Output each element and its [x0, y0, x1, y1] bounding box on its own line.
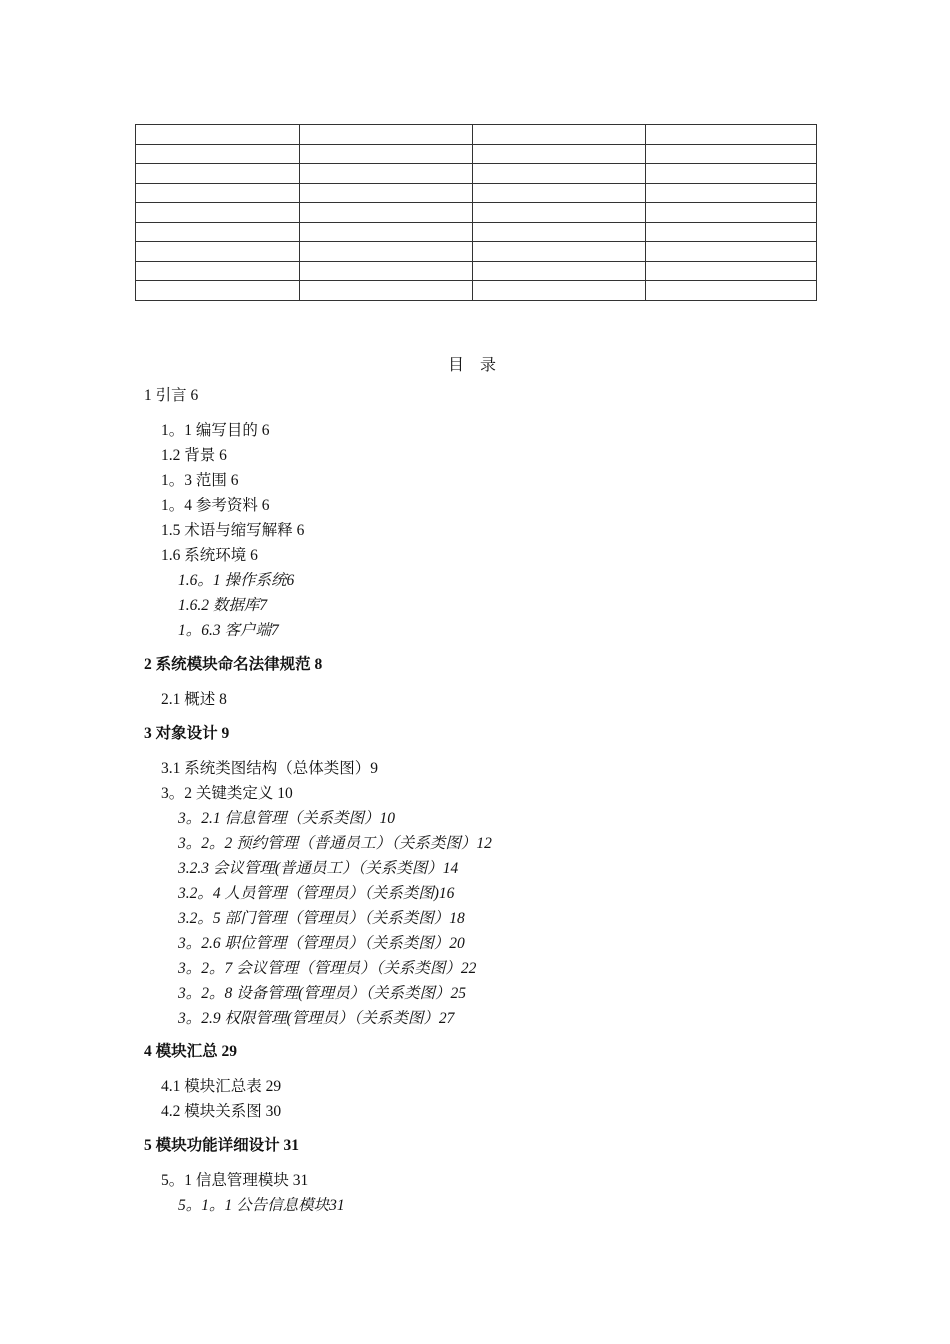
table-cell	[136, 125, 300, 145]
table-cell	[646, 144, 817, 164]
toc-entry-level-2[interactable]: 4.1 模块汇总表 29	[161, 1078, 282, 1095]
table-cell	[136, 242, 300, 262]
toc-entry-level-3[interactable]: 3。2。8 设备管理(管理员）（关系类图）25	[178, 985, 467, 1002]
toc-entry-level-2[interactable]: 1.2 背景 6	[161, 447, 227, 464]
table-cell	[300, 144, 473, 164]
toc-entry-level-2[interactable]: 3.1 系统类图结构（总体类图）9	[161, 760, 379, 777]
table-row	[136, 203, 817, 223]
table-cell	[136, 144, 300, 164]
toc-entry-level-3[interactable]: 3。2.9 权限管理(管理员）（关系类图）27	[178, 1010, 455, 1027]
toc-entry-level-2[interactable]: 1。4 参考资料 6	[161, 497, 270, 514]
table-cell	[473, 183, 646, 203]
revision-table	[135, 124, 817, 301]
table-cell	[646, 183, 817, 203]
table-cell	[136, 164, 300, 184]
toc-entry-level-3[interactable]: 5。1。1 公告信息模块31	[178, 1197, 345, 1214]
table-cell	[646, 242, 817, 262]
table-cell	[646, 164, 817, 184]
toc-entry-level-3[interactable]: 3。2。7 会议管理（管理员）（关系类图）22	[178, 960, 477, 977]
toc-entry-level-2[interactable]: 1.6 系统环境 6	[161, 547, 258, 564]
table-cell	[473, 261, 646, 281]
table-cell	[646, 261, 817, 281]
toc-entry-level-1[interactable]: 2 系统模块命名法律规范 8	[144, 656, 323, 673]
toc-entry-level-3[interactable]: 1。6.3 客户端7	[178, 622, 279, 639]
toc-entry-level-2[interactable]: 3。2 关键类定义 10	[161, 785, 293, 802]
revision-table-body	[136, 125, 817, 301]
table-cell	[300, 261, 473, 281]
toc-entry-level-1[interactable]: 1 引言 6	[144, 387, 199, 404]
table-row	[136, 125, 817, 145]
table-cell	[473, 125, 646, 145]
table-cell	[300, 222, 473, 242]
table-row	[136, 281, 817, 301]
toc-entry-level-2[interactable]: 1。1 编写目的 6	[161, 422, 270, 439]
table-cell	[473, 281, 646, 301]
table-cell	[473, 242, 646, 262]
toc-entry-level-1[interactable]: 4 模块汇总 29	[144, 1043, 238, 1060]
toc-entry-level-3[interactable]: 3.2。4 人员管理（管理员）（关系类图)16	[178, 885, 455, 902]
table-cell	[646, 281, 817, 301]
table-cell	[136, 261, 300, 281]
toc-entry-level-3[interactable]: 3。2.6 职位管理（管理员）（关系类图）20	[178, 935, 465, 952]
table-cell	[300, 164, 473, 184]
toc-entry-level-2[interactable]: 5。1 信息管理模块 31	[161, 1172, 309, 1189]
table-cell	[300, 281, 473, 301]
table-cell	[473, 222, 646, 242]
table-row	[136, 242, 817, 262]
toc-entry-level-2[interactable]: 4.2 模块关系图 30	[161, 1103, 282, 1120]
toc-entry-level-3[interactable]: 1.6。1 操作系统6	[178, 572, 295, 589]
table-cell	[473, 203, 646, 223]
table-cell	[646, 125, 817, 145]
table-cell	[136, 183, 300, 203]
table-cell	[300, 242, 473, 262]
table-row	[136, 164, 817, 184]
table-cell	[136, 222, 300, 242]
table-cell	[300, 203, 473, 223]
table-cell	[473, 164, 646, 184]
toc-entry-level-2[interactable]: 1。3 范围 6	[161, 472, 239, 489]
toc-entry-level-1[interactable]: 5 模块功能详细设计 31	[144, 1137, 300, 1154]
table-cell	[136, 203, 300, 223]
toc-entry-level-2[interactable]: 2.1 概述 8	[161, 691, 227, 708]
toc-title: 目 录	[447, 357, 502, 374]
table-cell	[646, 203, 817, 223]
table-cell	[473, 144, 646, 164]
toc-entry-level-3[interactable]: 3.2。5 部门管理（管理员）（关系类图）18	[178, 910, 465, 927]
toc-entry-level-3[interactable]: 1.6.2 数据库7	[178, 597, 268, 614]
toc-entry-level-3[interactable]: 3。2。2 预约管理（普通员工）（关系类图）12	[178, 835, 492, 852]
table-cell	[300, 183, 473, 203]
table-cell	[646, 222, 817, 242]
table-row	[136, 144, 817, 164]
table-row	[136, 183, 817, 203]
toc-entry-level-3[interactable]: 3。2.1 信息管理（关系类图）10	[178, 810, 396, 827]
table-row	[136, 222, 817, 242]
toc-entry-level-1[interactable]: 3 对象设计 9	[144, 725, 230, 742]
table-row	[136, 261, 817, 281]
table-cell	[300, 125, 473, 145]
toc-entry-level-3[interactable]: 3.2.3 会议管理(普通员工）（关系类图）14	[178, 860, 459, 877]
table-cell	[136, 281, 300, 301]
toc-entry-level-2[interactable]: 1.5 术语与缩写解释 6	[161, 522, 305, 539]
